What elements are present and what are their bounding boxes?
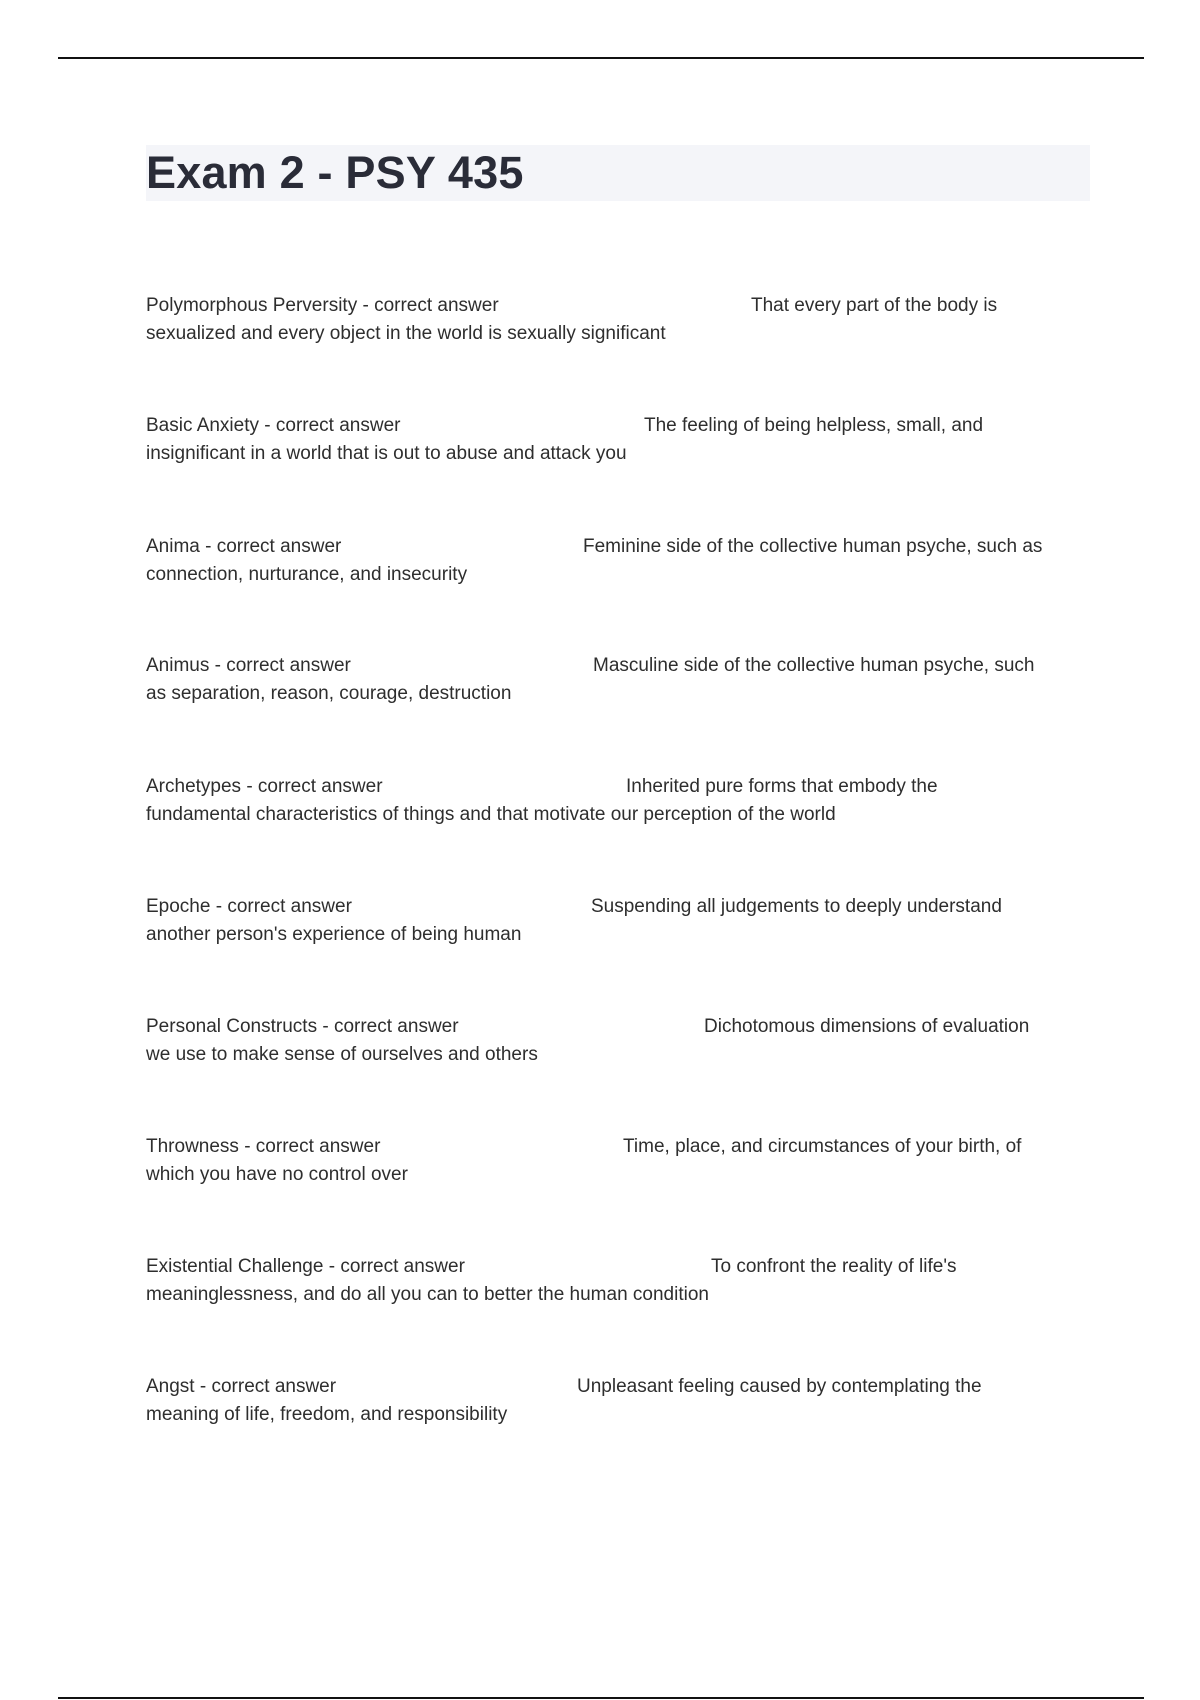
entry-definition-start: Time, place, and circumstances of your birth, of	[623, 1136, 1022, 1157]
entry-term: Epoche - correct answer	[146, 896, 352, 917]
entry-definition-continued: meaninglessness, and do all you can to better the human condition	[146, 1284, 709, 1305]
flashcard-entry	[146, 1013, 1090, 1069]
flashcard-entry	[146, 292, 1090, 348]
entry-term: Anima - correct answer	[146, 536, 342, 557]
page-title: Exam 2 - PSY 435	[146, 147, 524, 198]
entry-definition-continued: fundamental characteristics of things and that motivate our perception of the world	[146, 804, 836, 825]
flashcard-entry	[146, 893, 1090, 949]
entry-definition-start: The feeling of being helpless, small, and	[644, 415, 984, 436]
entry-term: Angst - correct answer	[146, 1376, 337, 1397]
entry-term: Throwness - correct answer	[146, 1136, 381, 1157]
entry-definition-start: Masculine side of the collective human psyche, such	[593, 655, 1035, 676]
flashcard-entry	[146, 1253, 1090, 1309]
entry-definition-continued: which you have no control over	[146, 1164, 408, 1185]
entry-definition-continued: sexualized and every object in the world is sexually significant	[146, 323, 666, 344]
entry-definition-start: That every part of the body is	[751, 295, 998, 316]
entry-definition-continued: we use to make sense of ourselves and others	[146, 1044, 538, 1065]
entry-definition-start: Inherited pure forms that embody the	[626, 776, 938, 797]
entry-definition-start: Unpleasant feeling caused by contemplating the	[577, 1376, 982, 1397]
flashcard-entry	[146, 533, 1090, 589]
entry-term: Polymorphous Perversity - correct answer	[146, 295, 499, 316]
entry-term: Animus - correct answer	[146, 655, 351, 676]
flashcard-entry	[146, 652, 1090, 708]
entry-term: Archetypes - correct answer	[146, 776, 383, 797]
flashcard-entry	[146, 412, 1090, 468]
entry-definition-continued: another person's experience of being human	[146, 924, 522, 945]
entry-definition-continued: as separation, reason, courage, destruction	[146, 683, 512, 704]
entry-definition-continued: meaning of life, freedom, and responsibility	[146, 1404, 508, 1425]
entry-definition-continued: insignificant in a world that is out to abuse and attack you	[146, 443, 627, 464]
bottom-rule	[58, 1697, 1144, 1699]
entry-definition-start: To confront the reality of life's	[711, 1256, 957, 1277]
entry-term: Existential Challenge - correct answer	[146, 1256, 465, 1277]
entry-definition-continued: connection, nurturance, and insecurity	[146, 564, 468, 585]
top-rule	[58, 57, 1144, 59]
entry-term: Basic Anxiety - correct answer	[146, 415, 401, 436]
flashcard-entry	[146, 1373, 1090, 1429]
flashcard-entry	[146, 1133, 1090, 1189]
entry-definition-start: Suspending all judgements to deeply understand	[591, 896, 1002, 917]
entry-term: Personal Constructs - correct answer	[146, 1016, 459, 1037]
flashcard-entry	[146, 773, 1090, 829]
entry-definition-start: Dichotomous dimensions of evaluation	[704, 1016, 1030, 1037]
entry-definition-start: Feminine side of the collective human psyche, such as	[583, 536, 1043, 557]
